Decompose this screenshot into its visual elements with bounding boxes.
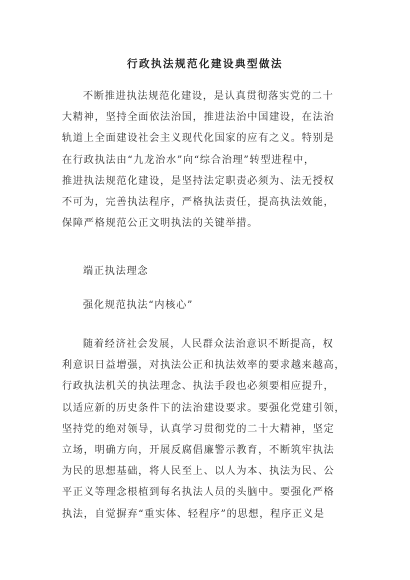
document-title: 行政执法规范化建设典型做法	[127, 58, 283, 70]
paragraph-line: 以适应新的历史条件下的法治建设要求。要强化党建引领，	[62, 402, 346, 414]
paragraph-line: 在行政执法由“九龙治水”向“综合治理”转型进程中，	[62, 154, 315, 166]
paragraph-line: 为民的思想基础，将人民至上、以人为本、执法为民、公	[62, 466, 335, 478]
paragraph-line: 大精神，坚持全面依法治国，推进法治中国建设，在法治	[62, 112, 335, 124]
paragraph-line: 轨道上全面建设社会主义现代化国家的应有之义。特别是	[62, 133, 335, 145]
paragraph-line: 立场，明确方向，开展反腐倡廉警示教育，不断筑牢执法	[62, 445, 335, 457]
paragraph-line: 保障严格规范公正文明执法的关键举措。	[62, 218, 259, 230]
paragraph-line: 行政执法机关的执法理念、执法手段也必须要相应提升，	[62, 381, 335, 393]
section-heading-2: 强化规范执法“内核心”	[83, 300, 194, 311]
paragraph-line: 随着经济社会发展，人民群众法治意识不断提高，权	[83, 339, 334, 350]
paragraph-line: 不断推进执法规范化建设，是认真贯彻落实党的二十	[83, 91, 334, 102]
paragraph-line: 平正义等理念根植到每名执法人员的头脑中。要强化严格	[62, 487, 335, 499]
paragraph-line: 推进执法规范化建设，是坚持法定职责必须为、法无授权	[62, 175, 335, 187]
section-heading-1: 端正执法理念	[83, 266, 149, 277]
paragraph-line: 坚持党的绝对领导，认真学习贯彻党的二十大精神，坚定	[62, 423, 335, 435]
paragraph-line: 不可为，完善执法程序，严格执法责任，提高执法效能，	[62, 197, 335, 209]
intro-paragraph	[62, 86, 352, 234]
paragraph-line: 利意识日益增强，对执法公正和执法效率的要求越来越高，	[62, 360, 346, 372]
paragraph-line: 执法，自觉摒弃“重实体、轻程序”的思想，程序正义是	[62, 508, 325, 520]
body-paragraph	[62, 334, 352, 525]
